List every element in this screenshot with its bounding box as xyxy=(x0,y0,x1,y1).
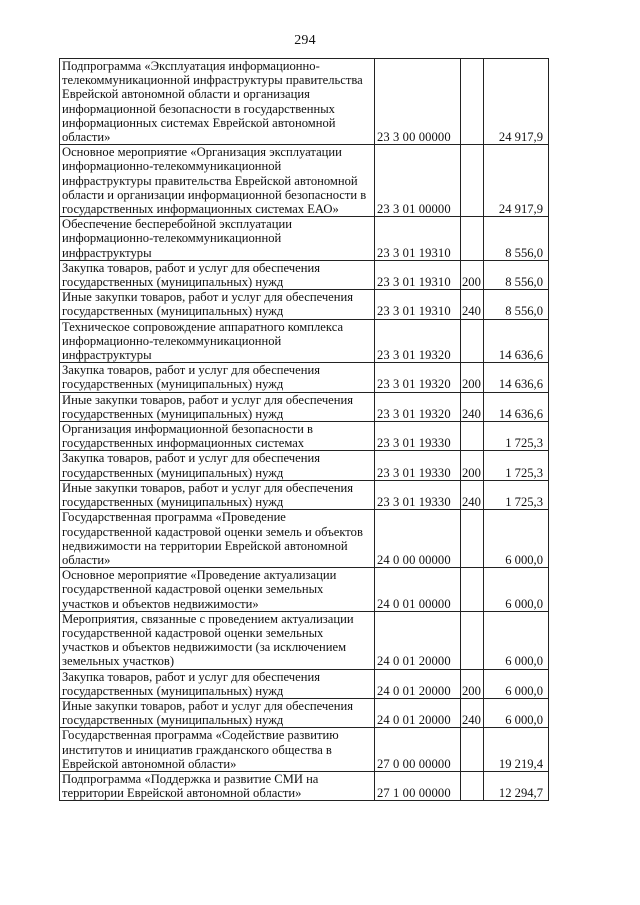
row-amount: 14 636,6 xyxy=(484,392,549,421)
table-row xyxy=(60,422,549,451)
row-amount: 6 000,0 xyxy=(484,611,549,669)
row-target-code: 27 0 00 00000 xyxy=(375,728,461,772)
row-expense-type: 200 xyxy=(461,363,484,392)
row-amount: 14 636,6 xyxy=(484,363,549,392)
table-row xyxy=(60,771,549,800)
row-target-code: 23 3 00 00000 xyxy=(375,59,461,145)
row-expense-type: 240 xyxy=(461,392,484,421)
row-amount: 1 725,3 xyxy=(484,480,549,509)
row-target-code: 23 3 01 19320 xyxy=(375,392,461,421)
row-name: Подпрограмма «Эксплуатация информационно-телекоммуникационной инфраструктуры правительства Еврейской автономной области и организация информационной безопасности в государственных информационных системах Еврейской автономной области» xyxy=(60,59,375,145)
table-row xyxy=(60,451,549,480)
table-row xyxy=(60,480,549,509)
row-expense-type: 200 xyxy=(461,260,484,289)
row-amount: 6 000,0 xyxy=(484,669,549,698)
row-expense-type xyxy=(461,728,484,772)
row-amount: 14 636,6 xyxy=(484,319,549,363)
row-name: Государственная программа «Проведение государственной кадастровой оценки земель и объектов недвижимости на территории Еврейской автономной области» xyxy=(60,510,375,568)
row-expense-type xyxy=(461,319,484,363)
row-target-code: 23 3 01 19320 xyxy=(375,319,461,363)
row-amount: 1 725,3 xyxy=(484,451,549,480)
row-name: Основное мероприятие «Проведение актуализации государственной кадастровой оценки земельных участков и объектов недвижимости» xyxy=(60,568,375,612)
row-amount: 8 556,0 xyxy=(484,290,549,319)
row-name: Закупка товаров, работ и услуг для обеспечения государственных (муниципальных) нужд xyxy=(60,260,375,289)
row-amount: 6 000,0 xyxy=(484,698,549,727)
row-name: Мероприятия, связанные с проведением актуализации государственной кадастровой оценки земельных участков и объектов недвижимости (за исключением земельных участков) xyxy=(60,611,375,669)
row-amount: 24 917,9 xyxy=(484,145,549,217)
row-name: Государственная программа «Содействие развитию институтов и инициатив гражданского общества в Еврейской автономной области» xyxy=(60,728,375,772)
row-expense-type: 240 xyxy=(461,698,484,727)
row-target-code: 23 3 01 19330 xyxy=(375,451,461,480)
row-amount: 24 917,9 xyxy=(484,59,549,145)
table-row xyxy=(60,59,549,145)
row-expense-type xyxy=(461,217,484,261)
page-number: 294 xyxy=(294,33,316,48)
row-target-code: 27 1 00 00000 xyxy=(375,771,461,800)
row-expense-type xyxy=(461,611,484,669)
table-row xyxy=(60,611,549,669)
table-row xyxy=(60,669,549,698)
row-name: Организация информационной безопасности в государственных информационных системах xyxy=(60,422,375,451)
row-name: Иные закупки товаров, работ и услуг для обеспечения государственных (муниципальных) нужд xyxy=(60,290,375,319)
row-expense-type xyxy=(461,510,484,568)
row-amount: 8 556,0 xyxy=(484,260,549,289)
table-row xyxy=(60,698,549,727)
row-name: Иные закупки товаров, работ и услуг для обеспечения государственных (муниципальных) нужд xyxy=(60,392,375,421)
row-name: Основное мероприятие «Организация эксплуатации информационно-телекоммуникационной инфраструктуры правительства Еврейской автономной области и организации информационной безопасности в государственных информационных системах ЕАО» xyxy=(60,145,375,217)
table-row xyxy=(60,319,549,363)
table-row xyxy=(60,217,549,261)
row-name: Техническое сопровождение аппаратного комплекса информационно-телекоммуникационной инфраструктуры xyxy=(60,319,375,363)
row-expense-type xyxy=(461,145,484,217)
table-row xyxy=(60,392,549,421)
table-row xyxy=(60,145,549,217)
row-amount: 1 725,3 xyxy=(484,422,549,451)
row-expense-type xyxy=(461,568,484,612)
row-name: Закупка товаров, работ и услуг для обеспечения государственных (муниципальных) нужд xyxy=(60,363,375,392)
row-target-code: 23 3 01 19330 xyxy=(375,480,461,509)
row-expense-type: 240 xyxy=(461,290,484,319)
row-expense-type xyxy=(461,771,484,800)
table-row xyxy=(60,290,549,319)
row-name: Иные закупки товаров, работ и услуг для обеспечения государственных (муниципальных) нужд xyxy=(60,698,375,727)
table-row xyxy=(60,510,549,568)
row-amount: 6 000,0 xyxy=(484,510,549,568)
row-target-code: 23 3 01 00000 xyxy=(375,145,461,217)
row-name: Подпрограмма «Поддержка и развитие СМИ на территории Еврейской автономной области» xyxy=(60,771,375,800)
row-name: Обеспечение бесперебойной эксплуатации информационно-телекоммуникационной инфраструктуры xyxy=(60,217,375,261)
row-expense-type xyxy=(461,59,484,145)
table-row xyxy=(60,363,549,392)
row-expense-type xyxy=(461,422,484,451)
row-target-code: 23 3 01 19310 xyxy=(375,290,461,319)
row-target-code: 23 3 01 19310 xyxy=(375,260,461,289)
row-amount: 8 556,0 xyxy=(484,217,549,261)
row-expense-type: 200 xyxy=(461,669,484,698)
row-target-code: 24 0 01 20000 xyxy=(375,698,461,727)
row-target-code: 24 0 00 00000 xyxy=(375,510,461,568)
table-row xyxy=(60,260,549,289)
row-expense-type: 200 xyxy=(461,451,484,480)
row-amount: 6 000,0 xyxy=(484,568,549,612)
row-name: Иные закупки товаров, работ и услуг для обеспечения государственных (муниципальных) нужд xyxy=(60,480,375,509)
row-target-code: 23 3 01 19320 xyxy=(375,363,461,392)
table-row xyxy=(60,728,549,772)
row-target-code: 24 0 01 20000 xyxy=(375,669,461,698)
budget-table xyxy=(59,58,549,801)
row-amount: 19 219,4 xyxy=(484,728,549,772)
row-target-code: 23 3 01 19310 xyxy=(375,217,461,261)
row-amount: 12 294,7 xyxy=(484,771,549,800)
row-target-code: 24 0 01 00000 xyxy=(375,568,461,612)
row-expense-type: 240 xyxy=(461,480,484,509)
row-name: Закупка товаров, работ и услуг для обеспечения государственных (муниципальных) нужд xyxy=(60,451,375,480)
row-target-code: 23 3 01 19330 xyxy=(375,422,461,451)
row-name: Закупка товаров, работ и услуг для обеспечения государственных (муниципальных) нужд xyxy=(60,669,375,698)
row-target-code: 24 0 01 20000 xyxy=(375,611,461,669)
table-row xyxy=(60,568,549,612)
